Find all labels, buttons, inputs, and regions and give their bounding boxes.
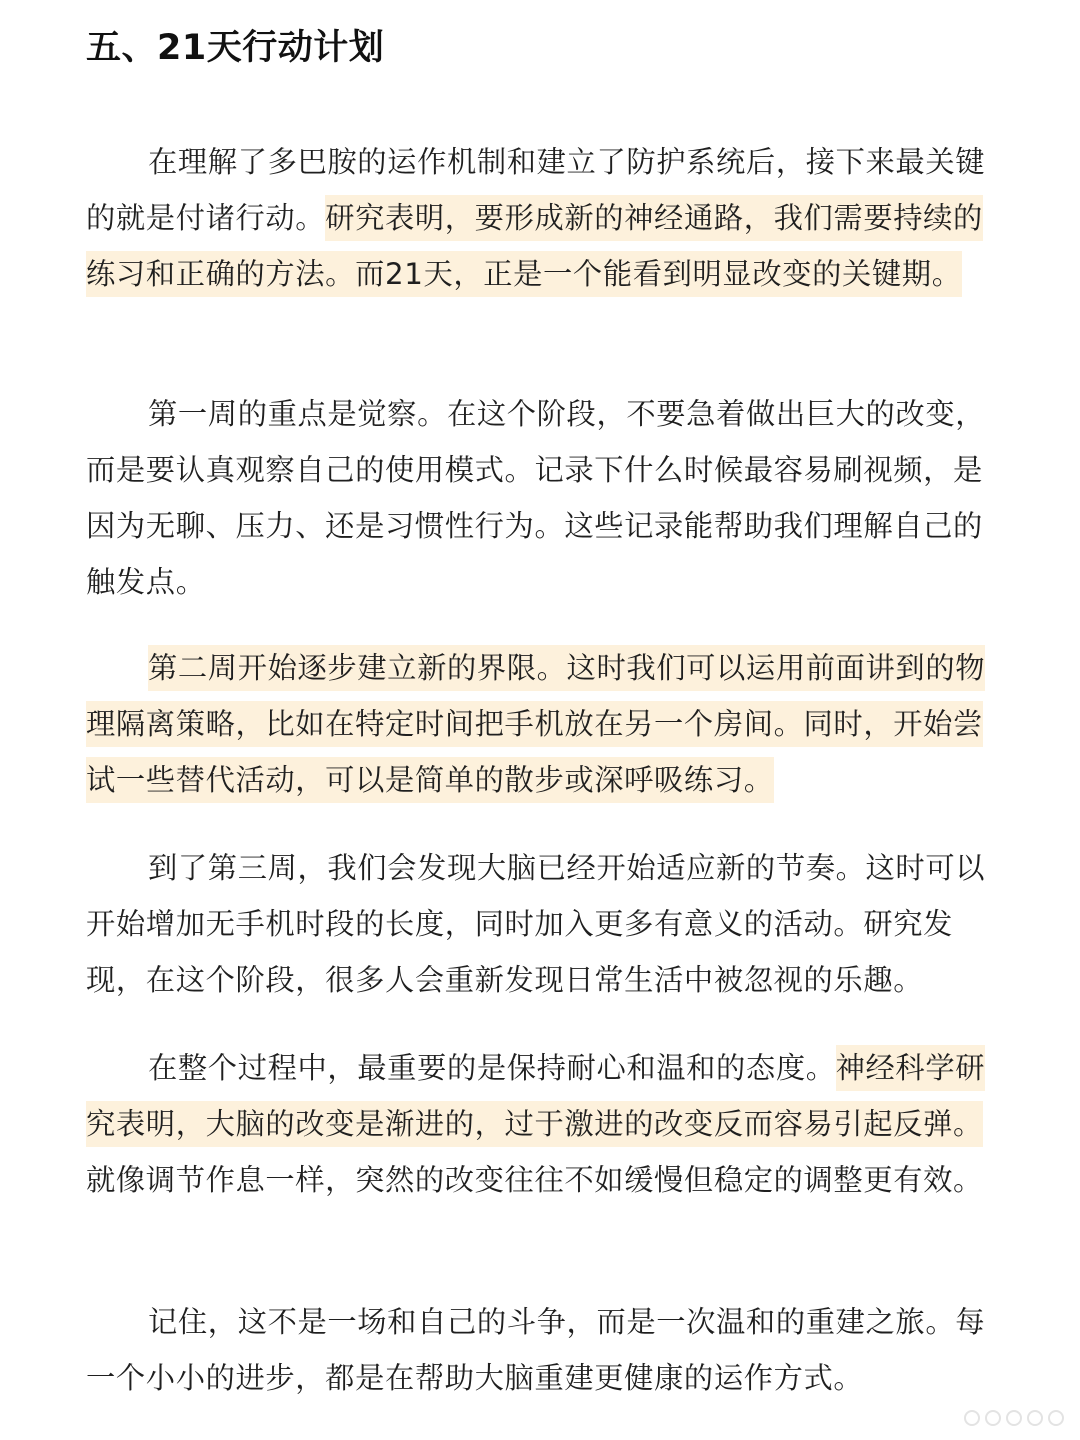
section-heading: 五、21天行动计划: [86, 28, 385, 68]
highlighted-text: 神经科学研究表明，大脑的改变是渐进的，过于激进的改变反而容易引起反弹。: [86, 1045, 985, 1147]
highlighted-text: 第二周开始逐步建立新的界限。这时我们可以运用前面讲到的物理隔离策略，比如在特定时间把手机放在另一个房间。同时，开始尝试一些替代活动，可以是简单的散步或深呼吸练习。: [86, 645, 985, 803]
paragraph-text: 到了第三周，我们会发现大脑已经开始适应新的节奏。这时可以开始增加无手机时段的长度，同时加入更多有意义的活动。研究发现，在这个阶段，很多人会重新发现日常生活中被忽视的乐趣。: [86, 851, 986, 997]
circle-icon: [1048, 1410, 1064, 1426]
paragraph-conclusion: [86, 1294, 998, 1406]
circle-icon: [964, 1410, 980, 1426]
paragraph-week-one: [86, 386, 998, 610]
paragraph-week-two: [86, 640, 998, 808]
circle-icon: [1027, 1410, 1043, 1426]
paragraph-text: 第一周的重点是觉察。在这个阶段，不要急着做出巨大的改变，而是要认真观察自己的使用模式。记录下什么时候最容易刷视频，是因为无聊、压力、还是习惯性行为。这些记录能帮助我们理解自己的触发点。: [86, 397, 986, 599]
paragraph-intro: [86, 134, 998, 302]
paragraph-text: 在理解了多巴胺的运作机制和建立了防护系统后，接下来最关键的就是付诸行动。: [86, 145, 986, 235]
paragraph-text: 在整个过程中，最重要的是保持耐心和温和的态度。: [148, 1051, 836, 1085]
circle-icon: [1006, 1410, 1022, 1426]
paragraph-text: 就像调节作息一样，突然的改变往往不如缓慢但稳定的调整更有效。: [86, 1163, 983, 1197]
circle-icon: [985, 1410, 1001, 1426]
highlighted-text: 研究表明，要形成新的神经通路，我们需要持续的练习和正确的方法。而21天，正是一个能看到明显改变的关键期。: [86, 195, 983, 297]
paragraph-week-three: [86, 840, 998, 1008]
watermark-logo: [964, 1410, 1064, 1426]
paragraph-patience: [86, 1040, 998, 1208]
paragraph-text: 记住，这不是一场和自己的斗争，而是一次温和的重建之旅。每一个小小的进步，都是在帮助大脑重建更健康的运作方式。: [86, 1305, 986, 1395]
